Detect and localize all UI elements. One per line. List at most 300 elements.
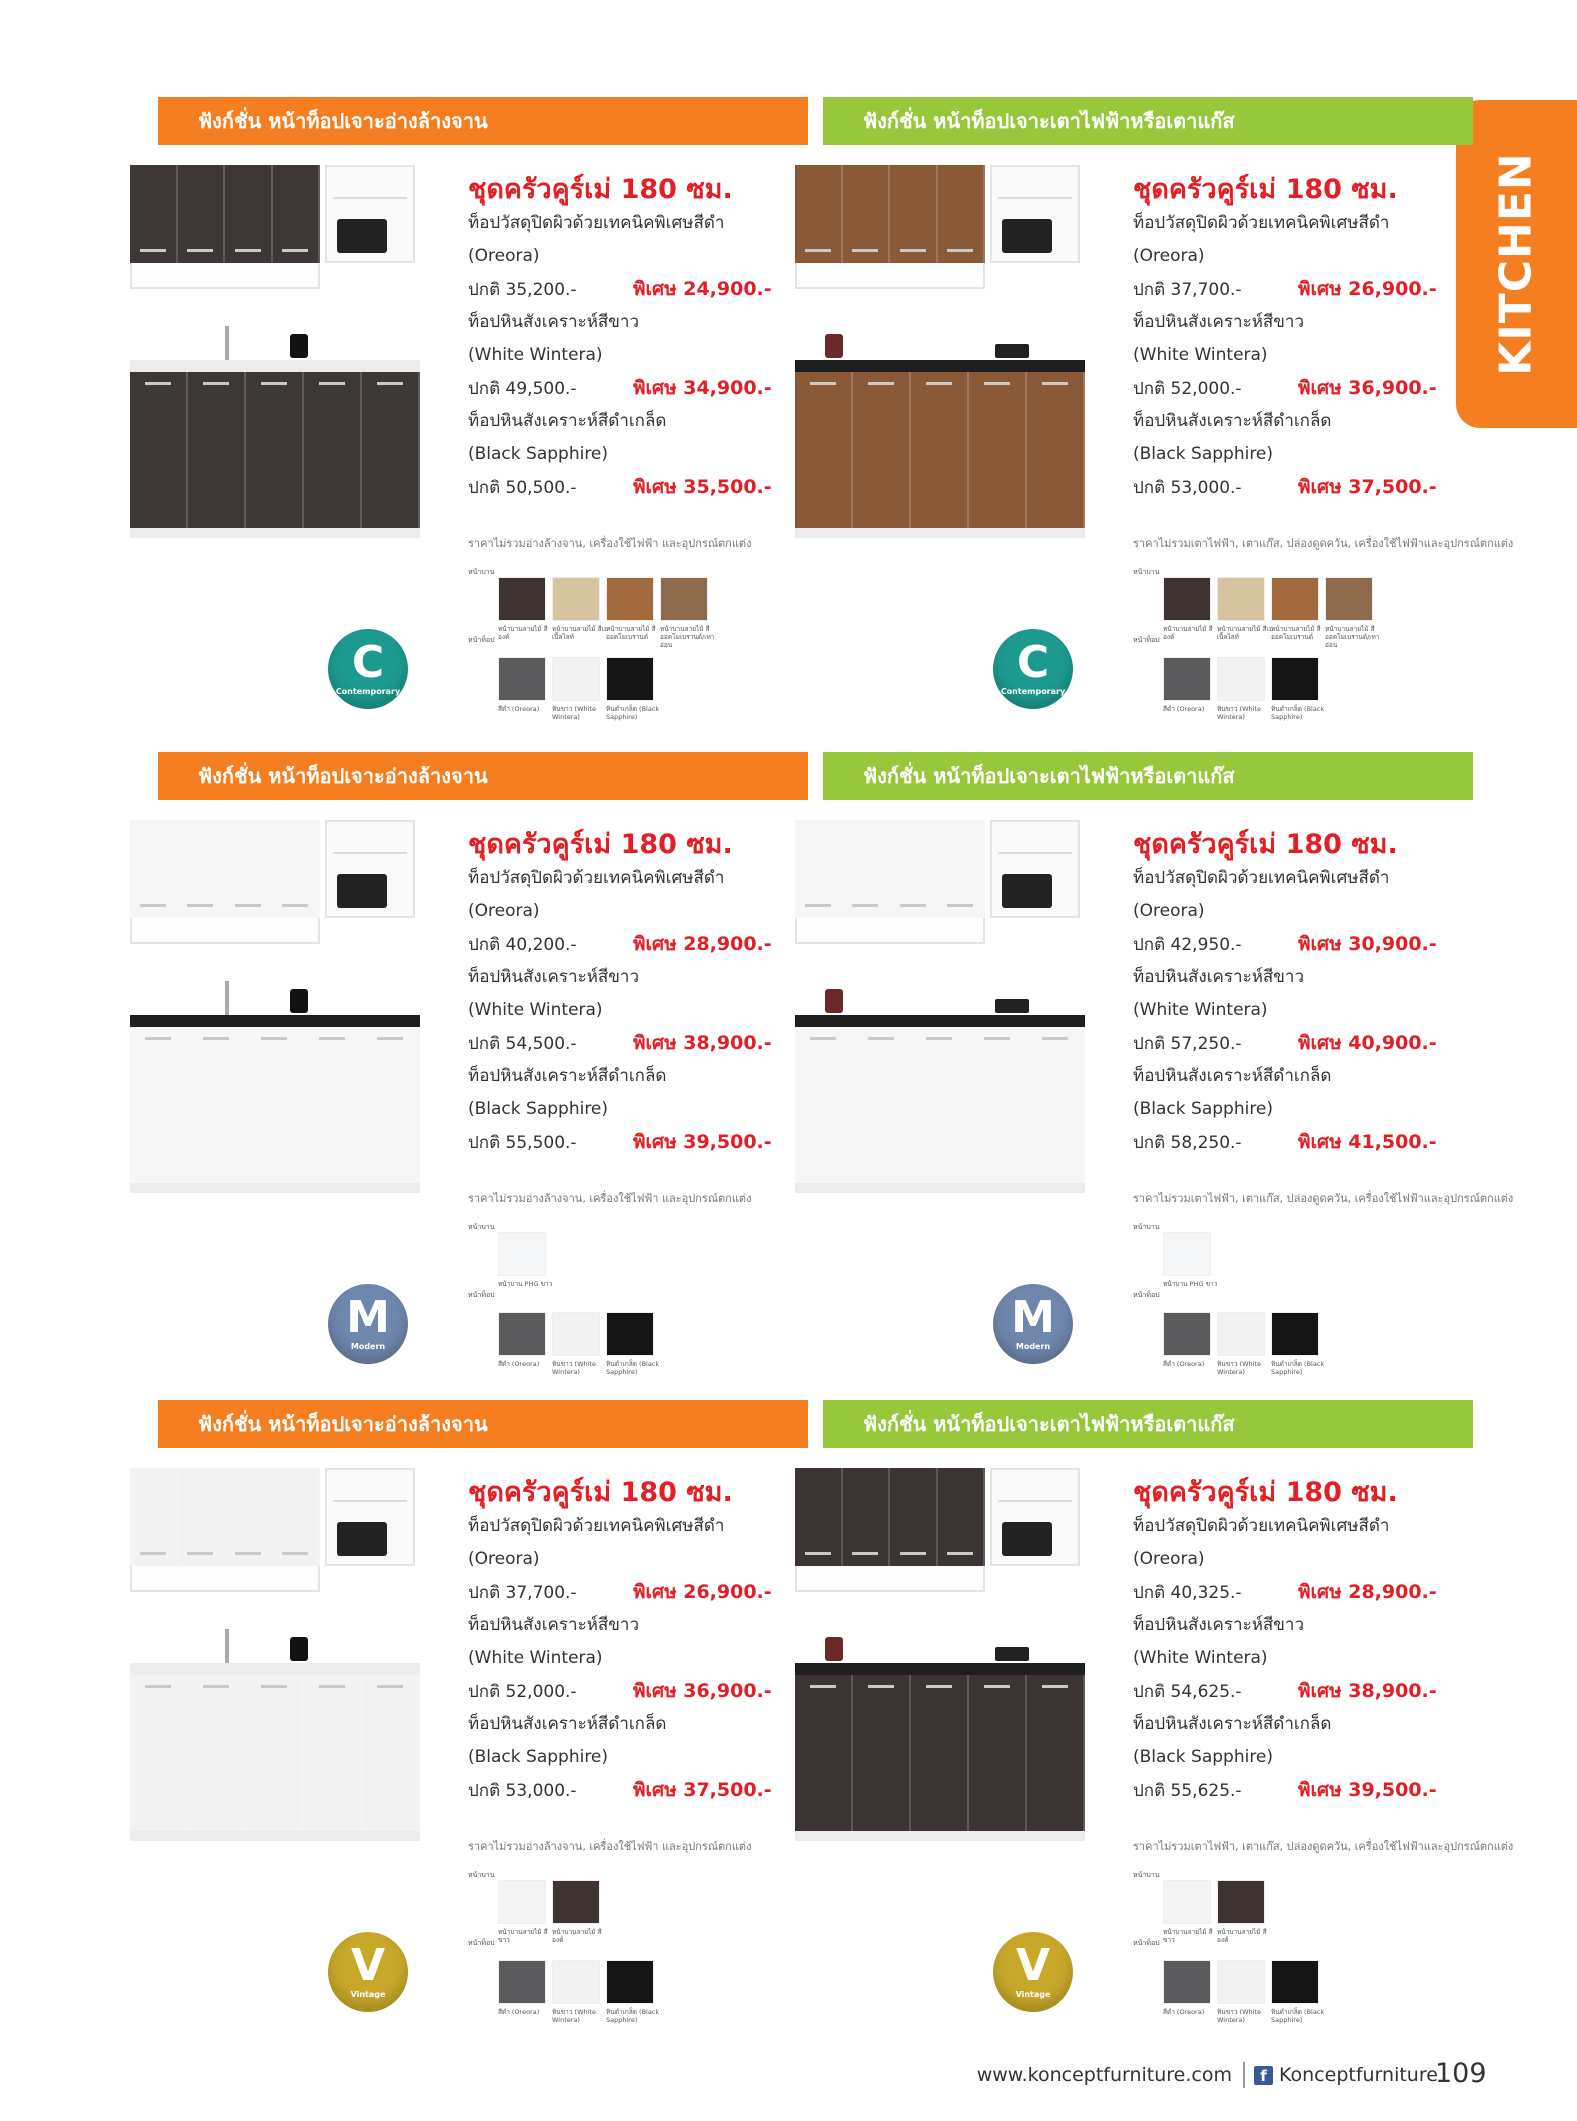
top-swatch-label: หน้าท็อป xyxy=(1133,1291,1160,1299)
top-swatch-label: หน้าท็อป xyxy=(468,1939,495,1947)
cabinet-door xyxy=(853,1027,911,1183)
badge-word: Vintage xyxy=(1015,1989,1051,1999)
cabinet-handle xyxy=(319,1037,345,1040)
shelf-unit xyxy=(990,1468,1080,1566)
section-header: ฟังก์ชั่น หน้าท็อปเจาะอ่างล้างจาน xyxy=(158,1400,808,1448)
cabinet-door xyxy=(911,1027,969,1183)
swatch-caption: หน้าบานลายไม้ สีขาว xyxy=(498,1928,548,1944)
cabinet-handle xyxy=(203,1037,229,1040)
price-note: ราคาไม่รวมอ่างล้างจาน, เครื่องใช้ไฟฟ้า และอุปกรณ์ตกแต่ง xyxy=(468,1840,752,1853)
spec-line: ท็อปหินสังเคราะห์สีขาว xyxy=(468,967,639,987)
cabinet-door xyxy=(843,820,891,918)
product-image xyxy=(130,820,420,1195)
kettle-icon xyxy=(290,989,308,1013)
product-title: ชุดครัวคูร์เม่ 180 ซม. xyxy=(468,1477,733,1508)
cabinet-door xyxy=(246,372,304,528)
spec-line xyxy=(1133,1774,1473,1807)
product-section xyxy=(158,752,808,1397)
cabinet-handle xyxy=(203,382,229,385)
cabinet-handle xyxy=(235,904,261,907)
cabinet-door xyxy=(1027,1675,1085,1831)
cabinet-plinth xyxy=(130,1183,420,1193)
cabinet-handle xyxy=(377,382,403,385)
upper-cabinet xyxy=(130,1468,320,1566)
lower-cabinet xyxy=(130,372,420,528)
spec-line: ท็อปวัสดุปิดผิวด้วยเทคนิคพิเศษสีดำ xyxy=(468,213,725,233)
spec-list xyxy=(468,207,808,504)
cabinet-door xyxy=(938,165,986,263)
normal-price: ปกติ 55,500.- xyxy=(468,1133,577,1153)
pan-icon xyxy=(995,1647,1029,1661)
swatch-caption: สีดำ (Oreora) xyxy=(1163,705,1205,713)
open-shelf xyxy=(130,918,320,944)
cabinet-door xyxy=(304,1675,362,1831)
color-swatch[interactable] xyxy=(1217,1880,1265,1924)
cabinet-handle xyxy=(377,1685,403,1688)
cabinet-handle xyxy=(145,1685,171,1688)
spec-line xyxy=(468,1027,808,1060)
style-badge xyxy=(328,629,408,709)
cabinet-handle xyxy=(810,1037,836,1040)
badge-letter: V xyxy=(1015,1939,1051,1991)
cabinet-door xyxy=(890,165,938,263)
cabinet-handle xyxy=(377,1037,403,1040)
color-swatch[interactable] xyxy=(1163,657,1211,701)
cabinet-handle xyxy=(852,1552,878,1555)
upper-cabinet xyxy=(795,165,985,263)
color-swatch[interactable] xyxy=(1271,657,1319,701)
cabinet-handle xyxy=(805,904,831,907)
spec-line: (White Wintera) xyxy=(468,1000,603,1020)
facebook-icon[interactable]: f xyxy=(1254,2066,1273,2085)
normal-price: ปกติ 54,500.- xyxy=(468,1034,577,1054)
cabinet-door xyxy=(795,1675,853,1831)
cabinet-handle xyxy=(852,904,878,907)
special-price: พิเศษ 37,500.- xyxy=(633,1779,772,1801)
spec-line xyxy=(468,372,808,405)
spec-line: ท็อปหินสังเคราะห์สีขาว xyxy=(1133,312,1304,332)
badge-word: Modern xyxy=(1015,1341,1051,1351)
spec-list xyxy=(1133,1510,1473,1807)
normal-price: ปกติ 50,500.- xyxy=(468,478,577,498)
spec-line xyxy=(1133,1675,1473,1708)
swatch-caption: หน้าบานลายไม้ สีองค์ xyxy=(1163,625,1213,641)
upper-cabinet-set xyxy=(130,165,420,295)
section-header: ฟังก์ชั่น หน้าท็อปเจาะอ่างล้างจาน xyxy=(158,752,808,800)
spec-line: (Black Sapphire) xyxy=(468,1747,609,1767)
lower-cabinet-set xyxy=(795,360,1085,540)
spec-line: ท็อปหินสังเคราะห์สีดำเกล็ด xyxy=(1133,1714,1332,1734)
spec-line: (Black Sapphire) xyxy=(1133,1099,1274,1119)
cabinet-door xyxy=(130,1468,178,1566)
countertop xyxy=(795,1015,1085,1027)
shelf-unit xyxy=(325,165,415,263)
special-price: พิเศษ 24,900.- xyxy=(633,278,772,300)
spec-line xyxy=(1133,372,1473,405)
cabinet-door xyxy=(178,165,226,263)
cabinet-door xyxy=(795,372,853,528)
cabinet-handle xyxy=(926,1685,952,1688)
cabinet-door xyxy=(188,1675,246,1831)
color-swatch[interactable] xyxy=(552,1960,600,2004)
price-note: ราคาไม่รวมเตาไฟฟ้า, เตาแก๊ส, ปล่องดูดควัน, เครื่องใช้ไฟฟ้าและอุปกรณ์ตกแต่ง xyxy=(1133,537,1514,550)
badge-letter: V xyxy=(350,1939,386,1991)
cabinet-door xyxy=(795,1027,853,1183)
cabinet-door xyxy=(273,820,321,918)
spec-list xyxy=(1133,862,1473,1159)
spec-line: ท็อปหินสังเคราะห์สีดำเกล็ด xyxy=(1133,411,1332,431)
cabinet-door xyxy=(130,372,188,528)
color-swatch[interactable] xyxy=(498,577,546,621)
open-shelf xyxy=(795,1566,985,1592)
swatch-caption: หินดำเกล็ด (Black Sapphire) xyxy=(606,1360,660,1376)
upper-cabinet xyxy=(130,165,320,263)
color-swatch[interactable] xyxy=(1163,1880,1211,1924)
swatch-caption: หน้าบานลายไม้ สีออคโมเบรานด์ xyxy=(1271,625,1321,641)
product-title: ชุดครัวคูร์เม่ 180 ซม. xyxy=(1133,1477,1398,1508)
cabinet-handle xyxy=(947,249,973,252)
color-swatch[interactable] xyxy=(498,1960,546,2004)
product-section xyxy=(823,97,1514,742)
open-shelf xyxy=(130,263,320,289)
cabinet-handle xyxy=(805,249,831,252)
swatch-caption: หินขาว (White Wintera) xyxy=(1217,1360,1261,1376)
color-swatch[interactable] xyxy=(1271,1960,1319,2004)
page-number: 109 xyxy=(1435,2058,1487,2089)
spec-line xyxy=(468,1675,808,1708)
cabinet-door xyxy=(246,1675,304,1831)
spec-line: ท็อปวัสดุปิดผิวด้วยเทคนิคพิเศษสีดำ xyxy=(1133,1516,1390,1536)
color-swatch[interactable] xyxy=(1217,1312,1265,1356)
cabinet-handle xyxy=(984,1037,1010,1040)
door-swatch-label: หน้าบาน xyxy=(1133,568,1160,576)
color-swatch[interactable] xyxy=(1271,1312,1319,1356)
top-swatch-label: หน้าท็อป xyxy=(468,636,495,644)
product-title: ชุดครัวคูร์เม่ 180 ซม. xyxy=(1133,829,1398,860)
cabinet-handle xyxy=(187,904,213,907)
normal-price: ปกติ 40,200.- xyxy=(468,935,577,955)
lower-cabinet-set xyxy=(130,1663,420,1843)
website-link[interactable]: www.konceptfurniture.com xyxy=(976,2064,1232,2086)
cabinet-handle xyxy=(900,1552,926,1555)
cabinet-handle xyxy=(1042,1685,1068,1688)
cabinet-handle xyxy=(319,382,345,385)
spec-line: ท็อปหินสังเคราะห์สีขาว xyxy=(468,312,639,332)
top-swatch-label: หน้าท็อป xyxy=(1133,636,1160,644)
cabinet-handle xyxy=(145,1037,171,1040)
lower-cabinet xyxy=(130,1675,420,1831)
swatch-caption: หน้าบาน PHG ขาว xyxy=(498,1280,553,1288)
special-price: พิเศษ 26,900.- xyxy=(633,1581,772,1603)
cabinet-door xyxy=(969,1027,1027,1183)
spec-line: ท็อปวัสดุปิดผิวด้วยเทคนิคพิเศษสีดำ xyxy=(468,868,725,888)
spec-line: ท็อปหินสังเคราะห์สีดำเกล็ด xyxy=(468,411,667,431)
color-swatch[interactable] xyxy=(1325,577,1373,621)
normal-price: ปกติ 53,000.- xyxy=(1133,478,1242,498)
cabinet-door xyxy=(795,1468,843,1566)
cabinet-door xyxy=(130,1027,188,1183)
cabinet-handle xyxy=(319,1685,345,1688)
product-image xyxy=(795,165,1085,540)
bottle-icon xyxy=(825,989,843,1013)
spec-line: ท็อปหินสังเคราะห์สีขาว xyxy=(1133,967,1304,987)
color-swatch[interactable] xyxy=(1163,1312,1211,1356)
facebook-page-name[interactable]: Konceptfurniture xyxy=(1279,2064,1438,2086)
lower-cabinet-set xyxy=(130,360,420,540)
special-price: พิเศษ 28,900.- xyxy=(633,933,772,955)
upper-cabinet xyxy=(795,1468,985,1566)
upper-cabinet-set xyxy=(130,820,420,950)
color-swatch[interactable] xyxy=(498,1880,546,1924)
cabinet-door xyxy=(969,372,1027,528)
cabinet-handle xyxy=(261,382,287,385)
color-swatch[interactable] xyxy=(606,657,654,701)
pan-icon xyxy=(995,344,1029,358)
color-swatch[interactable] xyxy=(1163,1960,1211,2004)
cabinet-handle xyxy=(203,1685,229,1688)
spec-line: (Oreora) xyxy=(468,1549,540,1569)
lower-cabinet-set xyxy=(795,1663,1085,1843)
swatch-caption: หน้าบานลายไม้ สีองค์ xyxy=(498,625,548,641)
badge-letter: M xyxy=(346,1291,390,1343)
swatch-caption: สีดำ (Oreora) xyxy=(1163,2008,1205,2016)
color-swatch[interactable] xyxy=(552,577,600,621)
cabinet-door xyxy=(178,820,226,918)
spec-line xyxy=(468,928,808,961)
color-swatch[interactable] xyxy=(498,1312,546,1356)
color-swatch[interactable] xyxy=(552,1880,600,1924)
section-header: ฟังก์ชั่น หน้าท็อปเจาะอ่างล้างจาน xyxy=(158,97,808,145)
cabinet-door xyxy=(130,1675,188,1831)
normal-price: ปกติ 35,200.- xyxy=(468,280,577,300)
price-note: ราคาไม่รวมอ่างล้างจาน, เครื่องใช้ไฟฟ้า และอุปกรณ์ตกแต่ง xyxy=(468,1192,752,1205)
cabinet-door xyxy=(890,1468,938,1566)
color-swatch[interactable] xyxy=(1163,1232,1211,1276)
normal-price: ปกติ 37,700.- xyxy=(468,1583,577,1603)
color-swatch[interactable] xyxy=(552,1312,600,1356)
price-note: ราคาไม่รวมอ่างล้างจาน, เครื่องใช้ไฟฟ้า และอุปกรณ์ตกแต่ง xyxy=(468,537,752,550)
spec-line xyxy=(1133,1027,1473,1060)
cabinet-handle xyxy=(261,1037,287,1040)
color-swatch[interactable] xyxy=(1217,577,1265,621)
cabinet-door xyxy=(890,820,938,918)
upper-cabinet-set xyxy=(795,1468,1085,1598)
spec-line: ท็อปวัสดุปิดผิวด้วยเทคนิคพิเศษสีดำ xyxy=(468,1516,725,1536)
color-swatch[interactable] xyxy=(498,1232,546,1276)
cabinet-handle xyxy=(868,1037,894,1040)
shelf-unit xyxy=(990,165,1080,263)
spec-line xyxy=(1133,471,1473,504)
swatch-caption: สีดำ (Oreora) xyxy=(498,2008,540,2016)
normal-price: ปกติ 37,700.- xyxy=(1133,280,1242,300)
lower-cabinet-set xyxy=(130,1015,420,1195)
shelf-unit xyxy=(325,820,415,918)
special-price: พิเศษ 40,900.- xyxy=(1298,1032,1437,1054)
special-price: พิเศษ 28,900.- xyxy=(1298,1581,1437,1603)
spec-line: ท็อปหินสังเคราะห์สีดำเกล็ด xyxy=(1133,1066,1332,1086)
normal-price: ปกติ 49,500.- xyxy=(468,379,577,399)
badge-letter: M xyxy=(1011,1291,1055,1343)
open-shelf xyxy=(130,1566,320,1592)
bottle-icon xyxy=(825,334,843,358)
cabinet-handle xyxy=(1042,1037,1068,1040)
spec-list xyxy=(1133,207,1473,504)
badge-letter: C xyxy=(351,636,385,688)
swatch-caption: หน้าบานลายไม้ สีองค์ xyxy=(1217,1928,1267,1944)
spec-line: (Black Sapphire) xyxy=(468,444,609,464)
spec-line: ท็อปวัสดุปิดผิวด้วยเทคนิคพิเศษสีดำ xyxy=(1133,213,1390,233)
cabinet-plinth xyxy=(130,1831,420,1841)
special-price: พิเศษ 38,900.- xyxy=(633,1032,772,1054)
swatch-caption: หน้าบานลายไม้ สีออคโมเบรานด์/เทาอ่อน xyxy=(1325,625,1380,649)
color-swatch[interactable] xyxy=(1163,577,1211,621)
normal-price: ปกติ 55,625.- xyxy=(1133,1781,1242,1801)
normal-price: ปกติ 53,000.- xyxy=(468,1781,577,1801)
swatch-caption: หน้าบานลายไม้ สีเมเปิ้ลไลท์ xyxy=(1217,625,1274,641)
door-swatch-label: หน้าบาน xyxy=(468,568,495,576)
cabinet-door xyxy=(795,820,843,918)
cabinet-handle xyxy=(805,1552,831,1555)
cabinet-door xyxy=(130,820,178,918)
cabinet-door xyxy=(1027,1027,1085,1183)
style-badge xyxy=(993,629,1073,709)
bottle-icon xyxy=(825,1637,843,1661)
cabinet-door xyxy=(188,1027,246,1183)
spec-line: (Oreora) xyxy=(1133,901,1205,921)
cabinet-door xyxy=(938,820,986,918)
cabinet-plinth xyxy=(795,528,1085,538)
cabinet-handle xyxy=(235,1552,261,1555)
countertop xyxy=(795,360,1085,372)
lower-cabinet xyxy=(795,1675,1085,1831)
lower-cabinet xyxy=(795,372,1085,528)
spec-line: (Black Sapphire) xyxy=(1133,1747,1274,1767)
lower-cabinet xyxy=(795,1027,1085,1183)
cabinet-door xyxy=(178,1468,226,1566)
cabinet-handle xyxy=(261,1685,287,1688)
spec-line: ท็อปหินสังเคราะห์สีดำเกล็ด xyxy=(468,1714,667,1734)
color-swatch[interactable] xyxy=(606,577,654,621)
cabinet-handle xyxy=(235,249,261,252)
spec-line: (Black Sapphire) xyxy=(468,1099,609,1119)
special-price: พิเศษ 36,900.- xyxy=(1298,377,1437,399)
cabinet-plinth xyxy=(795,1831,1085,1841)
countertop xyxy=(130,360,420,372)
shelf-unit xyxy=(990,820,1080,918)
cabinet-door xyxy=(304,372,362,528)
badge-word: Modern xyxy=(350,1341,386,1351)
cabinet-handle xyxy=(1042,382,1068,385)
cabinet-door xyxy=(273,165,321,263)
door-swatch-label: หน้าบาน xyxy=(1133,1223,1160,1231)
product-section xyxy=(823,752,1514,1397)
spec-line xyxy=(468,273,808,306)
color-swatch[interactable] xyxy=(606,1312,654,1356)
cabinet-handle xyxy=(187,249,213,252)
spec-line: ท็อปหินสังเคราะห์สีขาว xyxy=(468,1615,639,1635)
cabinet-door xyxy=(304,1027,362,1183)
color-swatch[interactable] xyxy=(660,577,708,621)
swatch-caption: สีดำ (Oreora) xyxy=(1163,1360,1205,1368)
color-swatch[interactable] xyxy=(1217,657,1265,701)
cabinet-handle xyxy=(282,904,308,907)
cabinet-door xyxy=(843,165,891,263)
upper-cabinet-set xyxy=(130,1468,420,1598)
sink-faucet xyxy=(225,326,229,360)
cabinet-handle xyxy=(868,1685,894,1688)
cabinet-handle xyxy=(900,904,926,907)
swatch-caption: หน้าบานลายไม้ สีขาว xyxy=(1163,1928,1213,1944)
color-swatch[interactable] xyxy=(1271,577,1319,621)
spec-line: (Black Sapphire) xyxy=(1133,444,1274,464)
color-swatch[interactable] xyxy=(1217,1960,1265,2004)
top-swatch-label: หน้าท็อป xyxy=(1133,1939,1160,1947)
cabinet-door xyxy=(795,165,843,263)
cabinet-door xyxy=(911,372,969,528)
cabinet-handle xyxy=(282,249,308,252)
product-title: ชุดครัวคูร์เม่ 180 ซม. xyxy=(1133,174,1398,205)
spec-line xyxy=(1133,1126,1473,1159)
lower-cabinet-set xyxy=(795,1015,1085,1195)
swatch-caption: หินขาว (White Wintera) xyxy=(552,2008,596,2024)
normal-price: ปกติ 54,625.- xyxy=(1133,1682,1242,1702)
style-badge xyxy=(993,1284,1073,1364)
cabinet-door xyxy=(225,820,273,918)
pan-icon xyxy=(995,999,1029,1013)
cabinet-door xyxy=(188,372,246,528)
normal-price: ปกติ 57,250.- xyxy=(1133,1034,1242,1054)
cabinet-door xyxy=(969,1675,1027,1831)
shelf-unit xyxy=(325,1468,415,1566)
swatch-caption: หินดำเกล็ด (Black Sapphire) xyxy=(606,2008,660,2024)
spec-list xyxy=(468,862,808,1159)
spec-line: (White Wintera) xyxy=(1133,345,1268,365)
cabinet-handle xyxy=(984,382,1010,385)
color-swatch[interactable] xyxy=(606,1960,654,2004)
swatch-caption: หินดำเกล็ด (Black Sapphire) xyxy=(1271,705,1325,721)
cabinet-door xyxy=(1027,372,1085,528)
upper-cabinet-set xyxy=(795,165,1085,295)
cabinet-door xyxy=(362,1027,420,1183)
swatch-caption: สีดำ (Oreora) xyxy=(498,1360,540,1368)
color-swatch[interactable] xyxy=(498,657,546,701)
badge-letter: C xyxy=(1016,636,1050,688)
footer-divider xyxy=(1243,2062,1245,2088)
cabinet-handle xyxy=(810,1685,836,1688)
badge-word: Vintage xyxy=(350,1989,386,1999)
section-header: ฟังก์ชั่น หน้าท็อปเจาะเตาไฟฟ้าหรือเตาแก๊ส xyxy=(823,97,1473,145)
cabinet-plinth xyxy=(130,528,420,538)
section-header: ฟังก์ชั่น หน้าท็อปเจาะเตาไฟฟ้าหรือเตาแก๊ส xyxy=(823,752,1473,800)
cabinet-door xyxy=(273,1468,321,1566)
cabinet-handle xyxy=(947,904,973,907)
color-swatch[interactable] xyxy=(552,657,600,701)
spec-line xyxy=(468,1774,808,1807)
cabinet-door xyxy=(225,1468,273,1566)
product-section xyxy=(158,97,808,742)
sink-faucet xyxy=(225,1629,229,1663)
style-badge xyxy=(328,1932,408,2012)
spec-line xyxy=(468,1126,808,1159)
cabinet-door xyxy=(246,1027,304,1183)
special-price: พิเศษ 35,500.- xyxy=(633,476,772,498)
swatch-caption: หินขาว (White Wintera) xyxy=(552,1360,596,1376)
special-price: พิเศษ 37,500.- xyxy=(1298,476,1437,498)
cabinet-door xyxy=(362,372,420,528)
spec-list xyxy=(468,1510,808,1807)
cabinet-door xyxy=(130,165,178,263)
countertop xyxy=(795,1663,1085,1675)
